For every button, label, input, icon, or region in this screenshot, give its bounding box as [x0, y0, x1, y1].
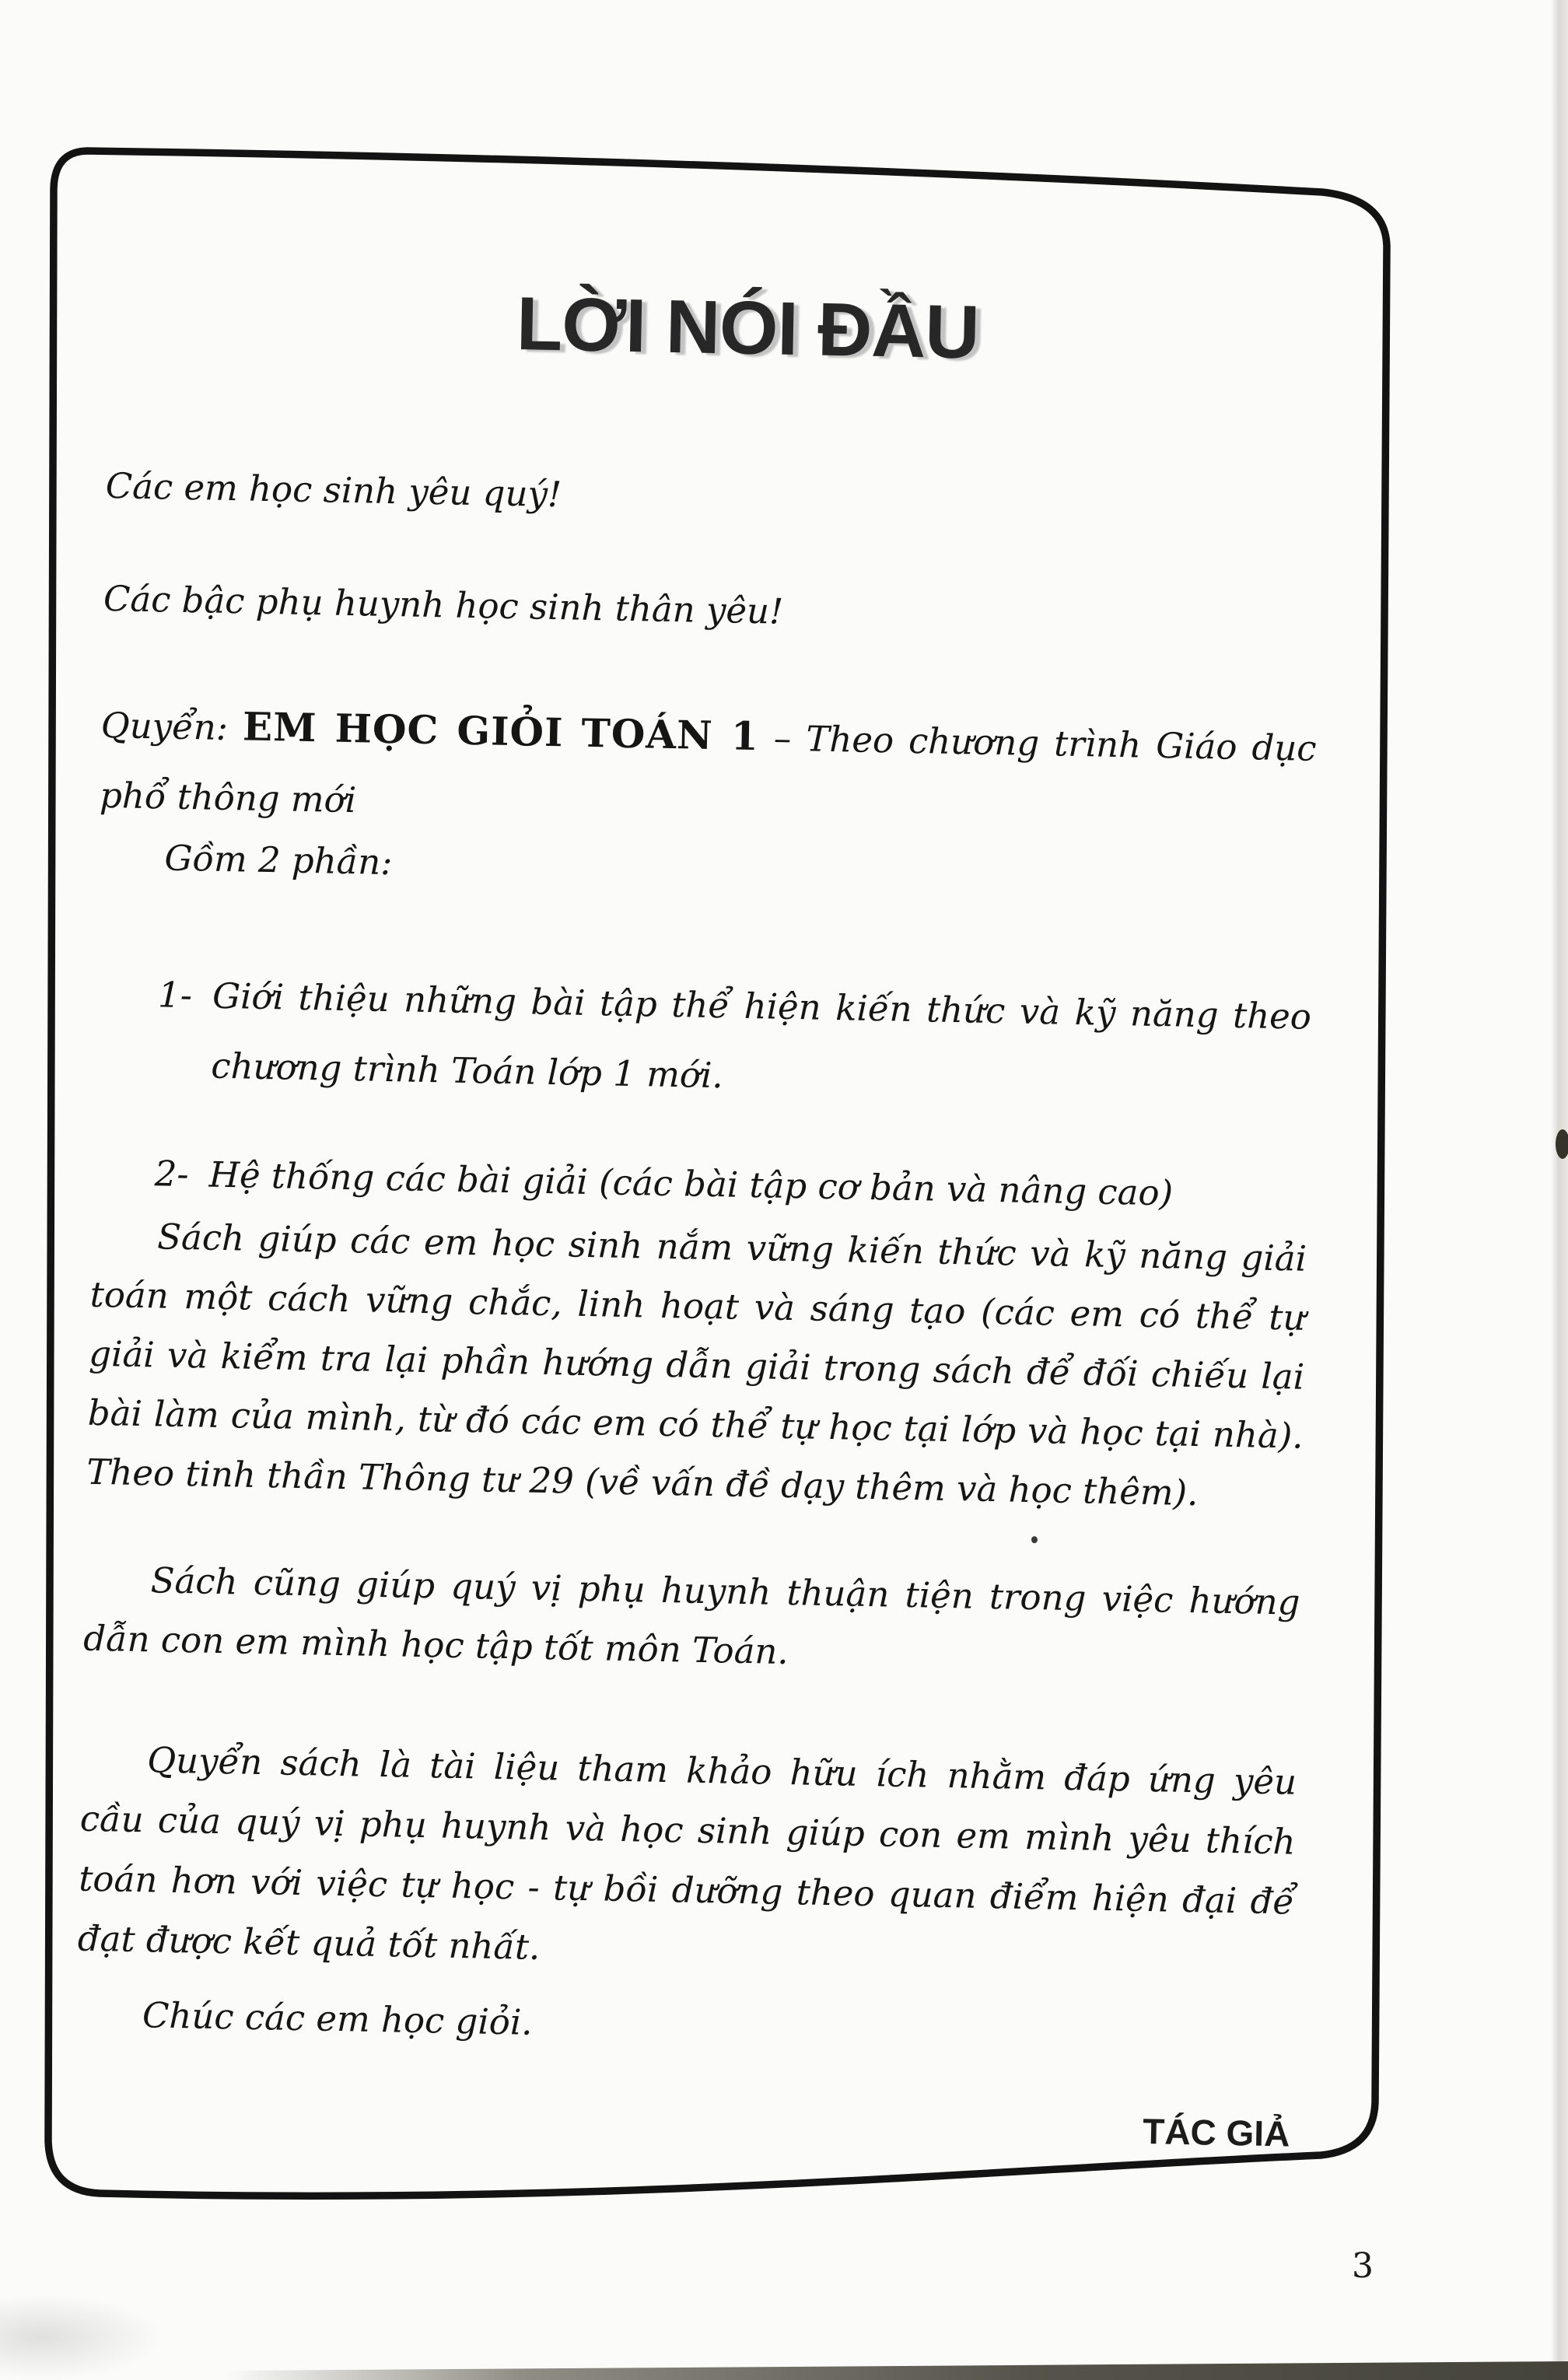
greeting-parents-line [103, 578, 1319, 642]
paragraph-book-helps-line-3: giải và kiểm tra lại phần hướng dẫn giải trong sách để đối chiếu lại [88, 1332, 1305, 1398]
paragraph-parents-line-1: Sách cũng giúp quý vị phụ huynh thuận tiện trong việc hướng [150, 1559, 1300, 1623]
greeting-students-text: Các em học sinh yêu quý! [105, 464, 562, 516]
closing-line [76, 1993, 1293, 2058]
paragraph-reference-line-4: đạt được kết quả tốt nhất. [77, 1917, 541, 1969]
page-title: LỜI NÓI ĐẦU [516, 281, 980, 375]
author-signature: TÁC GIẢ [1142, 2110, 1290, 2154]
greeting-parents-text: Các bậc phụ huynh học sinh thân yêu! [103, 577, 784, 632]
list-item-2-line-1: Hệ thống các bài giải (các bài tập cơ bản và nâng cao) [208, 1153, 1174, 1214]
parts-heading-text: Gồm 2 phần: [164, 837, 393, 884]
list-item-1-line-2: chương trình Toán lớp 1 mới. [210, 1045, 724, 1097]
paragraph-reference-line-2: cầu của quý vị phụ huynh và học sinh giúp con em mình yêu thích [79, 1797, 1297, 1863]
book-intro-prefix: Quyển: [100, 704, 229, 749]
paragraph-book-helps [86, 1206, 1307, 1525]
list-item-1 [94, 959, 1312, 1122]
binding-mark-artifact [1556, 1129, 1568, 1159]
paragraph-reference-line-1: Quyển sách là tài liệu tham khảo hữu ích nhằm đáp ứng yêu [146, 1739, 1297, 1803]
page-edge-shadow [1551, 0, 1568, 2380]
scan-smudge [0, 2294, 163, 2380]
greeting-students-line [105, 465, 1321, 530]
page-number: 3 [1352, 2246, 1374, 2286]
book-intro-line-2: phổ thông mới [99, 774, 357, 821]
paragraph-reference [77, 1729, 1297, 1992]
paragraph-parents-line-2: dẫn con em mình học tập tốt môn Toán. [82, 1617, 789, 1673]
paragraph-book-helps-line-4: bài làm của mình, từ đó các em có thể tự học tại lớp và học tại nhà). [87, 1391, 1304, 1457]
list-item-2-marker: 2- [154, 1153, 190, 1195]
ink-dot-artifact [1031, 1536, 1038, 1543]
book-intro-suffix: – Theo chương trình Giáo dục [773, 717, 1318, 769]
book-title-text: EM HỌC GIỎI TOÁN 1 [242, 703, 760, 760]
book-intro-paragraph [99, 689, 1317, 854]
paragraph-book-helps-line-2: toán một cách vững chắc, linh hoạt và sáng tạo (các em có thể tự [89, 1273, 1307, 1339]
paragraph-reference-line-3: toán hơn với việc tự học - tự bồi dưỡng theo quan điểm hiện đại để [78, 1857, 1295, 1923]
closing-text: Chúc các em học giỏi. [142, 1994, 534, 2043]
list-item-1-marker: 1- [157, 974, 193, 1017]
paragraph-book-helps-line-5: Theo tinh thần Thông tư 29 (về vấn đề dạy thêm và học thêm). [86, 1451, 1199, 1514]
paragraph-book-helps-line-1: Sách giúp các em học sinh nắm vững kiến thức và kỹ năng giải [156, 1216, 1307, 1279]
list-item-1-line-1: Giới thiệu những bài tập thể hiện kiến thức và kỹ năng theo [212, 975, 1312, 1038]
paragraph-parents [83, 1550, 1301, 1692]
